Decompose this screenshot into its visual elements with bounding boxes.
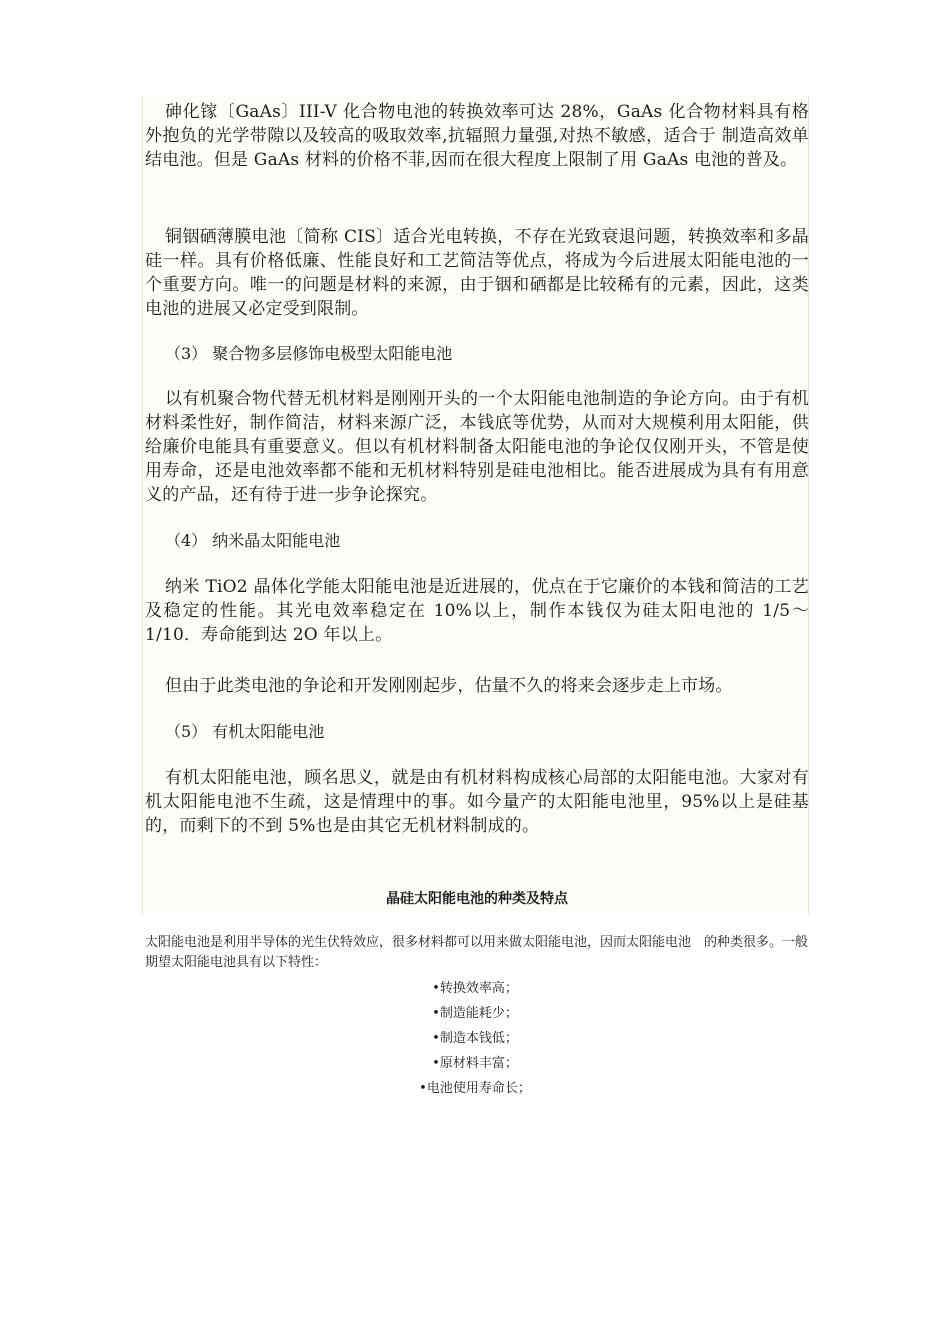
list-item: •制造本钱低； [432,1031,518,1046]
section-title: 晶硅太阳能电池的种类及特点 [386,891,568,907]
characteristics-list [0,976,950,1101]
paragraph-polymer: 以有机聚合物代替无机材料是刚刚开头的一个太阳能电池制造的争论方向。由于有机材料柔性好，制作简洁，材料来源广泛，本钱底等优势，从而对大规模利用太阳能，供给廉价电能具有重要意义。但以有机材料制备太阳能电池的争论仅仅刚开头，不管是使用寿命，还是电池效率都不能和无机材料特别是硅电池相比。能否进展成为具有有用意义的产品，还有待于进一步争论探究。 [145,389,809,505]
paragraph-cis: 铜铟硒薄膜电池〔简称 CIS〕适合光电转换，不存在光致衰退问题，转换效率和多晶硅一样。具有价格低廉、性能良好和工艺简洁等优点，将成为今后进展太阳能电池的一个重要方向。唯一的问题是材料的来源，由于铟和硒都是比较稀有的元素，因此，这类电池的进展又必定受到限制。 [145,227,809,319]
paragraph-gaas: 砷化镓〔GaAs〕III-V 化合物电池的转换效率可达 28%，GaAs 化合物材料具有格外抱负的光学带隙以及较高的吸取效率,抗辐照力量强,对热不敏感，适合于 制造高效单结电池。但是 GaAs 材料的价格不菲,因而在很大程度上限制了用 GaAs 电池的普及。 [145,102,809,170]
paragraph-nano-market: 但由于此类电池的争论和开发刚刚起步，估量不久的将来会逐步走上市场。 [165,676,733,696]
list-item: •电池使用寿命长； [419,1081,531,1096]
paragraph-nano: 纳米 TiO2 晶体化学能太阳能电池是近进展的，优点在于它廉价的本钱和简洁的工艺及稳定的性能。其光电效率稳定在 10%以上，制作本钱仅为硅太阳电池的 1/5～1/10．寿命能到达 2O 年以上。 [145,577,809,645]
paragraph-organic: 有机太阳能电池，顾名思义，就是由有机材料构成核心局部的太阳能电池。大家对有机太阳能电池不生疏，这是情理中的事。如今量产的太阳能电池里，95%以上是硅基的，而剩下的不到 5%也是由其它无机材料制成的。 [145,768,809,836]
list-item: •转换效率高； [432,981,518,996]
heading-nano-cell: （4） 纳米晶太阳能电池 [165,531,341,550]
list-item: •原材料丰富； [432,1056,518,1071]
heading-organic-cell: （5） 有机太阳能电池 [165,722,325,741]
section-intro: 太阳能电池是利用半导体的光生伏特效应，很多材料都可以用来做太阳能电池，因而太阳能电池 的种类很多。一般期望太阳能电池具有以下特性： [145,935,809,970]
list-item: •制造能耗少； [432,1006,518,1021]
heading-polymer-cell: （3） 聚合物多层修饰电极型太阳能电池 [165,344,453,363]
